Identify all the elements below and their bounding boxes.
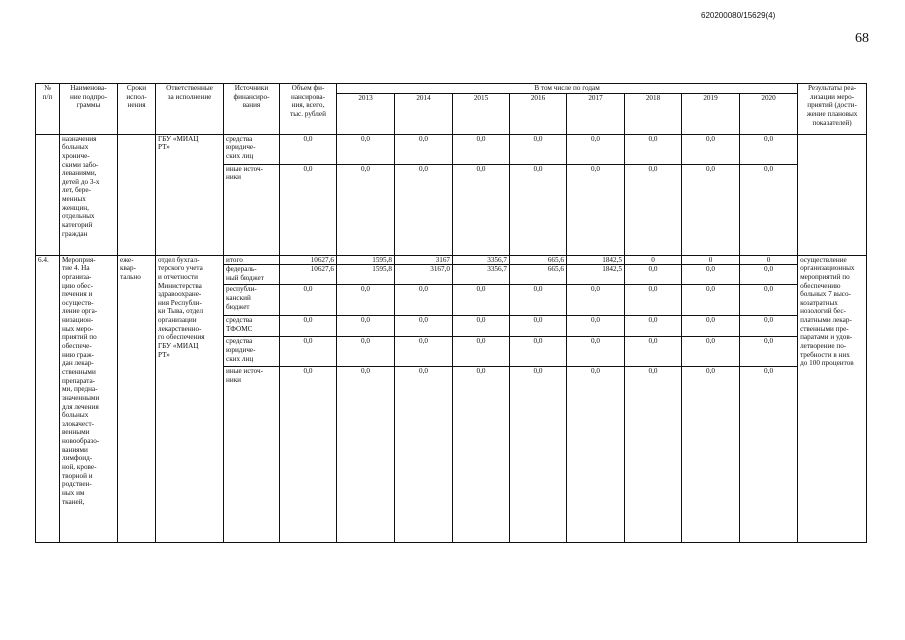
cell-year-value: 0,0 xyxy=(453,337,510,367)
cell-year-value: 0,0 xyxy=(337,134,395,164)
cell-year-value: 0,0 xyxy=(740,134,798,164)
cell-name: Мероприя- тие 4. На организа- цию обес- печения и осуществ- ление орга- низацион- ных меро- приятий по обеспече- нию граж- дан лекар- ственными препарата- ми, предна- значенными для лечения больных злокачест- венными новообразо- ваниями лимфоид- ной, крове- творной и родствен- ных им тканей, xyxy=(60,255,118,543)
cell-year-value: 0,0 xyxy=(740,164,798,255)
header-year: 2017 xyxy=(567,93,625,134)
header-by-years: В том числе по годам xyxy=(337,84,798,94)
cell-year-value: 3356,7 xyxy=(453,255,510,265)
cell-year-value: 665,6 xyxy=(510,255,567,265)
cell-name: назначения больных хрониче- скими забо- леваниями, детей до 3-х лет, бере- менных женщин, отдельных категорий граждан xyxy=(60,134,118,255)
cell-num xyxy=(36,134,60,255)
cell-source: средства юридиче- ских лиц xyxy=(224,337,280,367)
cell-year-value: 665,6 xyxy=(510,265,567,285)
header-name: Наименова- ние подпро- граммы xyxy=(60,84,118,135)
cell-year-value: 0,0 xyxy=(740,265,798,285)
header-year: 2019 xyxy=(682,93,740,134)
header-responsible: Ответственные за исполнение xyxy=(156,84,224,135)
cell-year-value: 0,0 xyxy=(682,134,740,164)
cell-year-value: 0,0 xyxy=(567,134,625,164)
cell-terms: еже- квар- тально xyxy=(118,255,156,543)
header-year: 2020 xyxy=(740,93,798,134)
cell-year-value: 0,0 xyxy=(395,367,453,543)
document-number: 620200080/15629(4) xyxy=(701,11,776,20)
cell-year-value: 0,0 xyxy=(337,285,395,316)
cell-year-value: 0,0 xyxy=(682,337,740,367)
cell-num: 6.4. xyxy=(36,255,60,543)
cell-year-value: 0,0 xyxy=(682,164,740,255)
header-volume: Объем фи- нансирова- ния, всего, тыс. рублей xyxy=(280,84,337,135)
cell-year-value: 0,0 xyxy=(740,316,798,337)
table-row xyxy=(36,134,867,164)
cell-results xyxy=(798,134,867,255)
header-year: 2014 xyxy=(395,93,453,134)
cell-year-value: 0,0 xyxy=(510,367,567,543)
cell-source: федераль- ный бюджет xyxy=(224,265,280,285)
cell-total: 10627,6 xyxy=(280,265,337,285)
cell-terms xyxy=(118,134,156,255)
cell-source: итого xyxy=(224,255,280,265)
cell-year-value: 0,0 xyxy=(453,367,510,543)
header-num: № п/п xyxy=(36,84,60,135)
cell-year-value: 0,0 xyxy=(395,134,453,164)
cell-year-value: 0,0 xyxy=(625,316,682,337)
cell-total: 0,0 xyxy=(280,285,337,316)
cell-year-value: 0,0 xyxy=(337,164,395,255)
cell-year-value: 0 xyxy=(682,255,740,265)
header-terms: Сроки испол- нения xyxy=(118,84,156,135)
cell-year-value: 0,0 xyxy=(682,265,740,285)
cell-year-value: 3356,7 xyxy=(453,265,510,285)
cell-year-value: 0 xyxy=(625,255,682,265)
cell-year-value: 0,0 xyxy=(510,285,567,316)
cell-total: 0,0 xyxy=(280,164,337,255)
cell-source: иные источ- ники xyxy=(224,367,280,543)
financing-table xyxy=(35,83,867,543)
cell-results: осуществление организационных мероприятий по обеспечению больных 7 высо- козатратных нозологий бес- платными лекар- ственными пре- паратами и удов- летворение по- требности в них до 100 процентов xyxy=(798,255,867,543)
cell-year-value: 0,0 xyxy=(567,285,625,316)
financing-table-wrapper xyxy=(35,83,866,542)
header-year: 2016 xyxy=(510,93,567,134)
cell-year-value: 0,0 xyxy=(395,164,453,255)
page-number: 68 xyxy=(855,31,869,46)
cell-year-value: 0,0 xyxy=(337,367,395,543)
header-year: 2015 xyxy=(453,93,510,134)
header-year: 2018 xyxy=(625,93,682,134)
cell-year-value: 0,0 xyxy=(682,316,740,337)
cell-year-value: 1842,5 xyxy=(567,265,625,285)
cell-total: 10627,6 xyxy=(280,255,337,265)
header-row xyxy=(36,84,867,94)
cell-source: иные источ- ники xyxy=(224,164,280,255)
cell-year-value: 3167,0 xyxy=(395,265,453,285)
cell-year-value: 0,0 xyxy=(625,164,682,255)
cell-year-value: 0,0 xyxy=(567,164,625,255)
cell-year-value: 0,0 xyxy=(682,367,740,543)
cell-year-value: 0,0 xyxy=(625,285,682,316)
header-results: Результаты реа- лизации меро- приятий (дости- жение плановых показателей) xyxy=(798,84,867,135)
cell-year-value: 0,0 xyxy=(453,316,510,337)
table-row xyxy=(36,255,867,265)
cell-year-value: 0 xyxy=(740,255,798,265)
cell-year-value: 0,0 xyxy=(510,134,567,164)
cell-year-value: 0,0 xyxy=(395,316,453,337)
cell-responsible: отдел бухгал- терского учета и отчетности Министерства здравоохране- ния Республи- ки Тыва, отдел организации лекарственно- го обеспечения ГБУ «МИАЦ РТ» xyxy=(156,255,224,543)
cell-year-value: 0,0 xyxy=(625,265,682,285)
cell-year-value: 0,0 xyxy=(395,285,453,316)
cell-total: 0,0 xyxy=(280,367,337,543)
cell-total: 0,0 xyxy=(280,134,337,164)
cell-year-value: 0,0 xyxy=(625,337,682,367)
cell-year-value: 0,0 xyxy=(337,337,395,367)
cell-year-value: 0,0 xyxy=(682,285,740,316)
cell-year-value: 0,0 xyxy=(510,337,567,367)
cell-year-value: 0,0 xyxy=(740,337,798,367)
cell-responsible: ГБУ «МИАЦ РТ» xyxy=(156,134,224,255)
cell-year-value: 0,0 xyxy=(740,367,798,543)
cell-year-value: 0,0 xyxy=(625,134,682,164)
cell-year-value: 0,0 xyxy=(453,134,510,164)
cell-year-value: 0,0 xyxy=(395,337,453,367)
header-year: 2013 xyxy=(337,93,395,134)
cell-year-value: 1595,8 xyxy=(337,265,395,285)
cell-year-value: 3167 xyxy=(395,255,453,265)
cell-total: 0,0 xyxy=(280,337,337,367)
cell-year-value: 0,0 xyxy=(453,164,510,255)
cell-year-value: 0,0 xyxy=(510,164,567,255)
cell-year-value: 0,0 xyxy=(625,367,682,543)
cell-year-value: 0,0 xyxy=(337,316,395,337)
cell-source: республи- канский бюджет xyxy=(224,285,280,316)
cell-year-value: 0,0 xyxy=(567,337,625,367)
cell-total: 0,0 xyxy=(280,316,337,337)
cell-year-value: 0,0 xyxy=(510,316,567,337)
header-sources: Источники финансиро- вания xyxy=(224,84,280,135)
cell-year-value: 1595,8 xyxy=(337,255,395,265)
cell-source: средства юридиче- ских лиц xyxy=(224,134,280,164)
cell-year-value: 0,0 xyxy=(740,285,798,316)
cell-year-value: 0,0 xyxy=(567,316,625,337)
cell-year-value: 1842,5 xyxy=(567,255,625,265)
cell-year-value: 0,0 xyxy=(567,367,625,543)
cell-year-value: 0,0 xyxy=(453,285,510,316)
cell-source: средства ТФОМС xyxy=(224,316,280,337)
